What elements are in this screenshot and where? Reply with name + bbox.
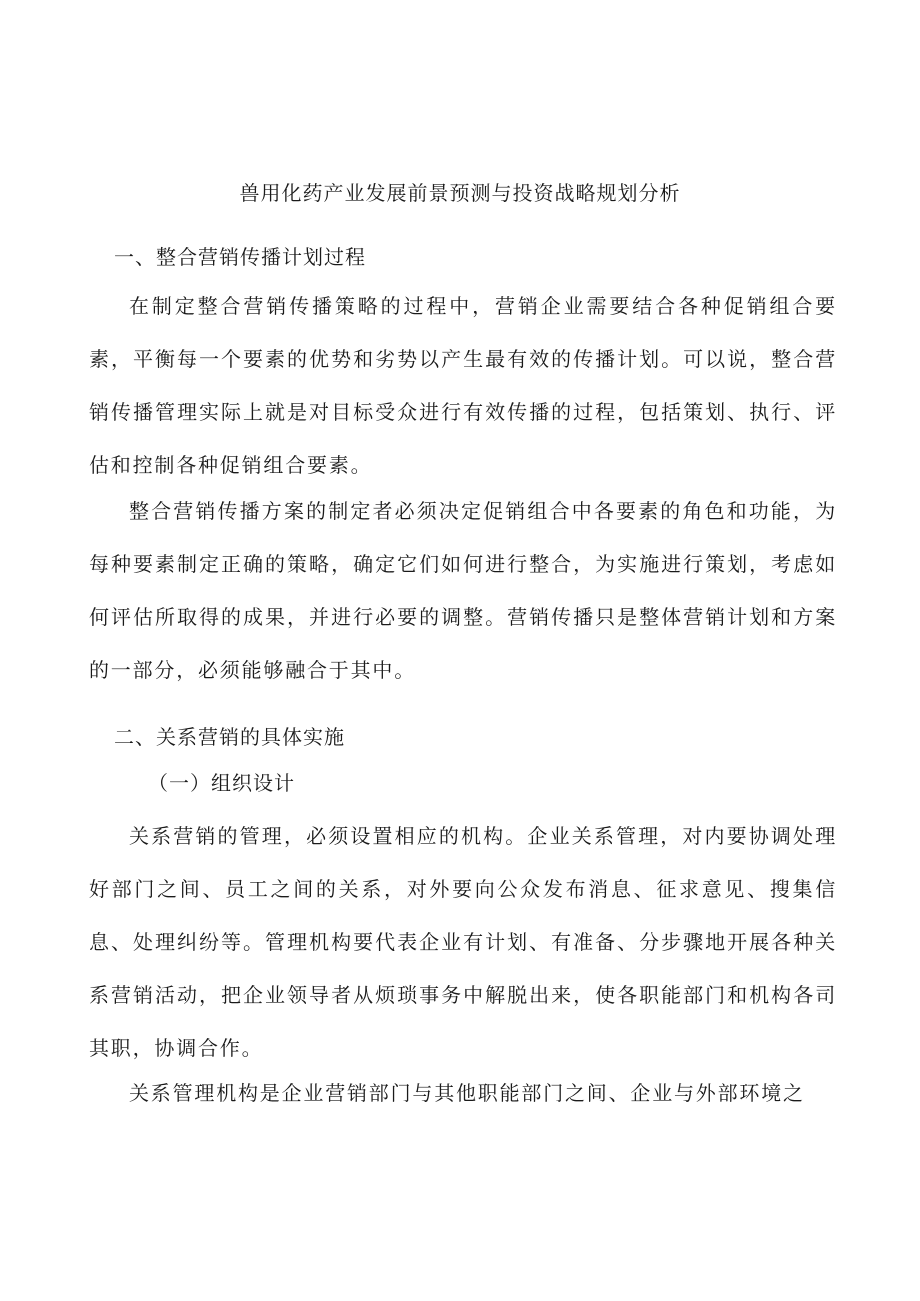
section-heading-2: 二、关系营销的具体实施: [114, 725, 345, 749]
paragraph-3: 关系营销的管理，必须设置相应的机构。企业关系管理，对内要协调处理好部门之间、员工之间的关系，对外要向公众发布消息、征求意见、搜集信息、处理纠纷等。管理机构要代表企业有计划、有准备、分步骤地开展各种关系营销活动，把企业领导者从烦琐事务中解脱出来，使各职能部门和机构各司其职，协调合作。: [89, 824, 837, 1060]
subsection-heading-1: （一）组织设计: [148, 771, 295, 795]
section-heading-1: 一、整合营销传播计划过程: [114, 245, 366, 269]
paragraph-2: 整合营销传播方案的制定者必须决定促销组合中各要素的角色和功能，为每种要素制定正确的策略，确定它们如何进行整合，为实施进行策划，考虑如何评估所取得的成果，并进行必要的调整。营销传播只是整体营销计划和方案的一部分，必须能够融合于其中。: [89, 499, 837, 682]
paragraph-1: 在制定整合营销传播策略的过程中，营销企业需要结合各种促销组合要素，平衡每一个要素的优势和劣势以产生最有效的传播计划。可以说，整合营销传播管理实际上就是对目标受众进行有效传播的过程，包括策划、执行、评估和控制各种促销组合要素。: [89, 294, 837, 477]
paragraph-4: 关系管理机构是企业营销部门与其他职能部门之间、企业与外部环境之: [129, 1081, 805, 1105]
document-title: 兽用化药产业发展前景预测与投资战略规划分析: [239, 181, 681, 205]
